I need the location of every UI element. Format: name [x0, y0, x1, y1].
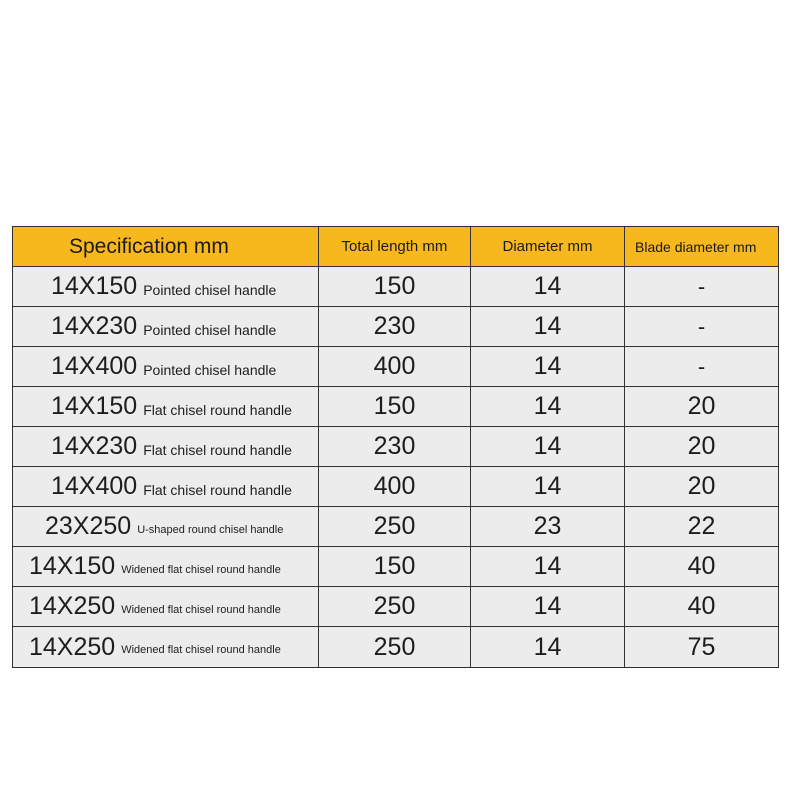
header-specification: Specification mm	[13, 227, 319, 267]
spec-cell	[13, 467, 319, 507]
blade-diameter-cell: -	[625, 307, 778, 347]
spec-cell	[13, 267, 319, 307]
spec-description: Flat chisel round handle	[143, 441, 292, 458]
spec-size: 14X250	[29, 632, 116, 661]
spec-size: 14X400	[51, 472, 138, 500]
total-length-cell: 150	[319, 387, 471, 427]
total-length-cell: 250	[319, 587, 471, 627]
spec-cell	[13, 507, 319, 547]
blade-diameter-cell: -	[625, 347, 778, 387]
diameter-cell: 14	[471, 307, 625, 347]
table-row	[13, 467, 778, 507]
spec-size: 14X230	[51, 312, 138, 340]
header-total-length: Total length mm	[319, 227, 471, 267]
spec-cell	[13, 347, 319, 387]
spec-description: Pointed chisel handle	[143, 281, 277, 298]
header-diameter: Diameter mm	[471, 227, 625, 267]
blade-diameter-cell: 75	[687, 632, 716, 661]
diameter-cell: 14	[471, 547, 625, 587]
spec-size: 14X250	[29, 592, 116, 620]
spec-size: 23X250	[45, 512, 132, 540]
table-header-row	[13, 227, 778, 267]
table-row	[13, 547, 778, 587]
blade-diameter-cell: 20	[625, 467, 778, 507]
spec-description: U-shaped round chisel handle	[137, 523, 284, 536]
diameter-cell: 14	[471, 467, 625, 507]
table-row	[13, 267, 778, 307]
diameter-cell: 14	[471, 587, 625, 627]
spec-description: Widened flat chisel round handle	[121, 563, 281, 576]
table-row	[13, 427, 778, 467]
total-length-cell: 150	[319, 267, 471, 307]
spec-table	[12, 226, 779, 668]
spec-description: Widened flat chisel round handle	[121, 644, 281, 656]
spec-description: Flat chisel round handle	[143, 401, 292, 418]
table-row	[13, 587, 778, 627]
diameter-cell: 23	[471, 507, 625, 547]
blade-diameter-cell: 40	[625, 587, 778, 627]
diameter-cell: 14	[471, 387, 625, 427]
blade-diameter-cell: -	[625, 267, 778, 307]
spec-description: Pointed chisel handle	[143, 321, 277, 338]
spec-description: Flat chisel round handle	[143, 481, 292, 498]
total-length-cell: 150	[319, 547, 471, 587]
spec-size: 14X150	[51, 392, 138, 420]
blade-diameter-cell: 22	[625, 507, 778, 547]
spec-cell	[13, 587, 319, 627]
table-row	[13, 307, 778, 347]
header-blade-diameter: Blade diameter mm	[625, 227, 778, 267]
total-length-cell: 250	[319, 627, 471, 667]
spec-size: 14X150	[51, 272, 138, 300]
spec-cell	[13, 387, 319, 427]
table-row	[13, 387, 778, 427]
spec-cell	[13, 307, 319, 347]
spec-size: 14X230	[51, 432, 138, 460]
diameter-cell: 14	[471, 347, 625, 387]
table-row	[13, 507, 778, 547]
spec-description: Pointed chisel handle	[143, 361, 277, 378]
total-length-cell: 400	[319, 347, 471, 387]
total-length-cell: 250	[319, 507, 471, 547]
spec-size: 14X150	[29, 552, 116, 580]
diameter-cell: 14	[471, 627, 625, 667]
total-length-cell: 230	[319, 307, 471, 347]
spec-size: 14X400	[51, 352, 138, 380]
diameter-cell: 14	[471, 267, 625, 307]
spec-description: Widened flat chisel round handle	[121, 603, 281, 616]
diameter-cell: 14	[471, 427, 625, 467]
total-length-cell: 400	[319, 467, 471, 507]
blade-diameter-cell: 40	[625, 547, 778, 587]
table-row	[13, 347, 778, 387]
blade-diameter-cell: 20	[625, 387, 778, 427]
spec-cell	[13, 427, 319, 467]
spec-cell	[13, 627, 319, 667]
spec-cell	[13, 547, 319, 587]
table-row	[13, 627, 778, 667]
total-length-cell: 230	[319, 427, 471, 467]
blade-diameter-cell: 20	[625, 427, 778, 467]
